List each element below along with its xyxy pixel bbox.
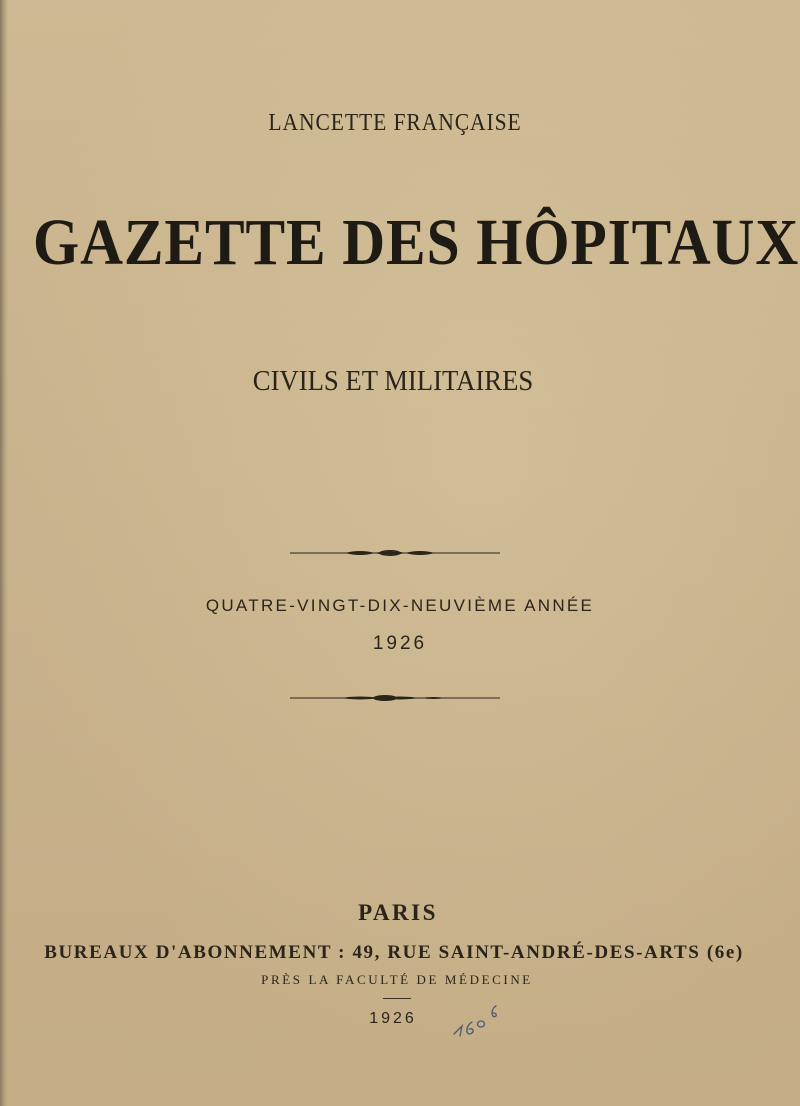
- ornamental-rule-bottom: [290, 693, 500, 703]
- ornamental-rule-top: [290, 548, 500, 558]
- publisher-location-note: PRÈS LA FACULTÉ DE MÉDECINE: [261, 972, 533, 987]
- binding-edge: [0, 0, 8, 1106]
- publication-year: 1926: [369, 1010, 417, 1027]
- edition-year: 1926: [372, 633, 428, 654]
- journal-subtitle: CIVILS ET MILITAIRES: [252, 365, 534, 397]
- edition-label: QUATRE-VINGT-DIX-NEUVIÈME ANNÉE: [205, 596, 595, 615]
- handwritten-shelfmark: [450, 998, 510, 1040]
- journal-kicker: LANCETTE FRANÇAISE: [268, 110, 522, 136]
- journal-title: GAZETTE DES HÔPITAUX: [33, 206, 800, 279]
- publisher-address: BUREAUX D'ABONNEMENT : 49, RUE SAINT-ANDRÉ-DES-ARTS (6e): [44, 942, 744, 963]
- publisher-city: PARIS: [358, 900, 438, 925]
- short-rule: [383, 998, 411, 999]
